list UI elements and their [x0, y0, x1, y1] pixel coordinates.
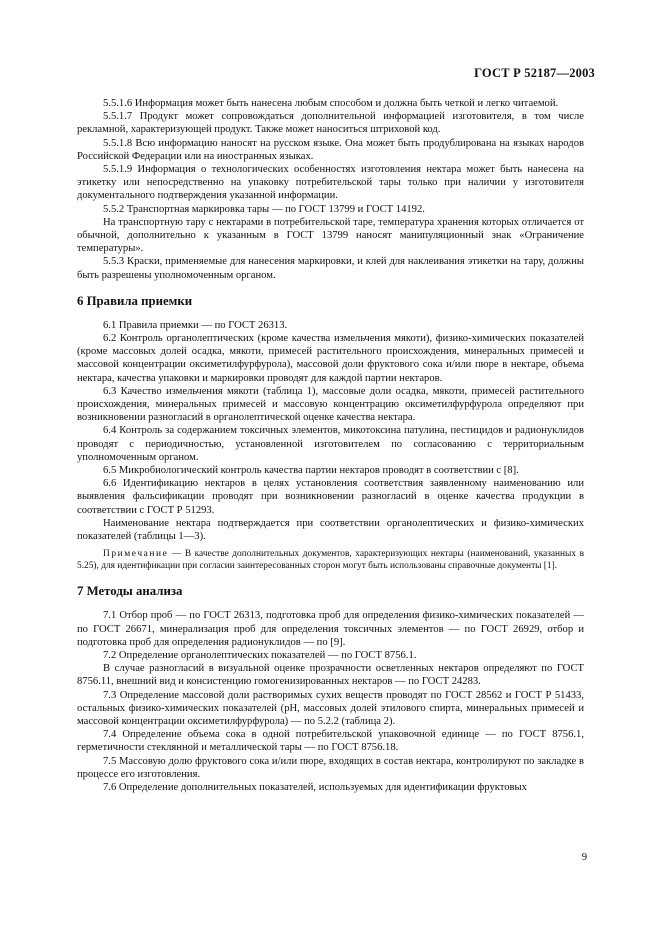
paragraph-transport-marking: На транспортную тару с нектарами в потребительской таре, температура хранения которых отличается от обычной, дополнительно к указанным в ГОСТ 13799 наносят манипуляционный знак «Ограничение температуры». — [77, 216, 584, 255]
paragraph-6-6: 6.6 Идентификацию нектаров в целях установления соответствия заявленному наименованию или выявления фальсификации проводят при возникновении разногласий в оценке качества продукции в соответствии с ГОСТ Р 51293. — [77, 478, 584, 516]
paragraph-disagreements: В случае разногласий в визуальной оценке прозрачности осветленных нектаров определяют по ГОСТ 8756.11, внешний вид и консистенцию гомогенизированных нектаров — по ГОСТ 24283. — [77, 663, 584, 688]
paragraph-5-5-2: 5.5.2 Транспортная маркировка тары — по ГОСТ 13799 и ГОСТ 14192. — [103, 203, 425, 215]
paragraph-7-5: 7.5 Массовую долю фруктового сока и/или пюре, входящих в состав нектара, контролируют по закладке в процессе его изготовления. — [77, 755, 584, 780]
paragraph-5-5-1-6: 5.5.1.6 Информация может быть нанесена любым способом и должна быть четкой и легко читаемой. — [103, 98, 559, 109]
paragraph-7-6: 7.6 Определение дополнительных показателей, используемых для идентификации фруктовых — [103, 781, 527, 793]
section-6-heading: 6 Правила приемки — [77, 293, 193, 308]
paragraph-7-3: 7.3 Определение массовой доли растворимых сухих веществ проводят по ГОСТ 28562 и ГОСТ Р 51433, остальных физико-химических показателей (pH, массовых долей этилового спирта, минеральных примесей и массовой концентрации оксиметилфурфурола) — по 5.2.2 (таблица 2). — [77, 689, 584, 727]
paragraph-5-5-1-8: 5.5.1.8 Всю информацию наносят на русском языке. Она может быть продублирована на языках народов Российской Федерации или на иностранных языках. — [77, 137, 584, 162]
paragraph-name-confirmation: Наименование нектара подтверждается при соответствии органолептических и физико-химических показателей (таблицы 1—3). — [77, 517, 584, 543]
note-text: — В качестве дополнительных документов, характеризующих нектары (наименований, указанных в 5.25), для идентификации при согласии заинтересованных сторон могут быть использованы справочные документы [1]. — [77, 549, 584, 572]
note-paragraph — [77, 548, 584, 572]
paragraph-6-3: 6.3 Качество измельчения мякоти (таблица 1), массовые доли осадка, мякоти, примесей растительного происхождения, минеральных примесей и массовую концентрацию оксиметилфурфурола определяют при возникновении разногласий в органолептической оценке качества нектара. — [77, 385, 584, 424]
section-7-heading: 7 Методы анализа — [77, 584, 183, 599]
paragraph-6-2: 6.2 Контроль органолептических (кроме качества измельчения мякоти), физико-химических показателей (кроме массовых долей осадка, мякоти, примесей растительного происхождения, минеральных примесей и массовой концентрации оксиметилфурфурола), массовой доли фруктового сока и/или пюре в нектаре, объема нектара, качества упаковки и маркировки проводят для каждой партии нектаров. — [77, 333, 584, 384]
document-code-header: ГОСТ Р 52187—2003 — [474, 66, 595, 80]
paragraph-7-2: 7.2 Определение органолептических показателей — по ГОСТ 8756.1. — [103, 649, 417, 661]
page-number: 9 — [581, 852, 587, 863]
paragraph-5-5-1-7: 5.5.1.7 Продукт может сопровождаться дополнительной информацией изготовителя, в том числе рекламной, характеризующей продукт. Также может наноситься штриховой код. — [77, 111, 584, 136]
paragraph-7-1: 7.1 Отбор проб — по ГОСТ 26313, подготовка проб для определения физико-химических показателей — по ГОСТ 26671, минерализация проб для определения токсичных элементов — по ГОСТ 26929, отбор и подготовка проб для определения радионуклидов — по [9]. — [77, 610, 584, 648]
paragraph-6-5: 6.5 Микробиологический контроль качества партии нектаров проводят в соответствии с [8]. — [103, 465, 519, 477]
paragraph-7-4: 7.4 Определение объема сока в одной потребительской упаковочной единице — по ГОСТ 8756.1, герметичности стеклянной и металлической тары — по ГОСТ 8756.18. — [77, 729, 584, 754]
paragraph-5-5-3: 5.5.3 Краски, применяемые для нанесения маркировки, и клей для наклеивания этикетки на тару, должны быть разрешены уполномоченным органом. — [77, 256, 584, 281]
page-body — [77, 97, 584, 794]
paragraph-6-1: 6.1 Правила приемки — по ГОСТ 26313. — [103, 319, 288, 331]
paragraph-6-4: 6.4 Контроль за содержанием токсичных элементов, микотоксина патулина, пестицидов и радионуклидов проводят с периодичностью, установленной изготовителем по согласованию с территориальным уполномоченным органом. — [77, 425, 584, 463]
note-label: Примечание — [103, 549, 169, 560]
paragraph-5-5-1-9: 5.5.1.9 Информация о технологических особенностях изготовления нектара может быть нанесена на этикетку или непосредственно на упаковку потребительской тары только при наличии у изготовителя документального подтверждения указанной информации. — [77, 164, 584, 202]
